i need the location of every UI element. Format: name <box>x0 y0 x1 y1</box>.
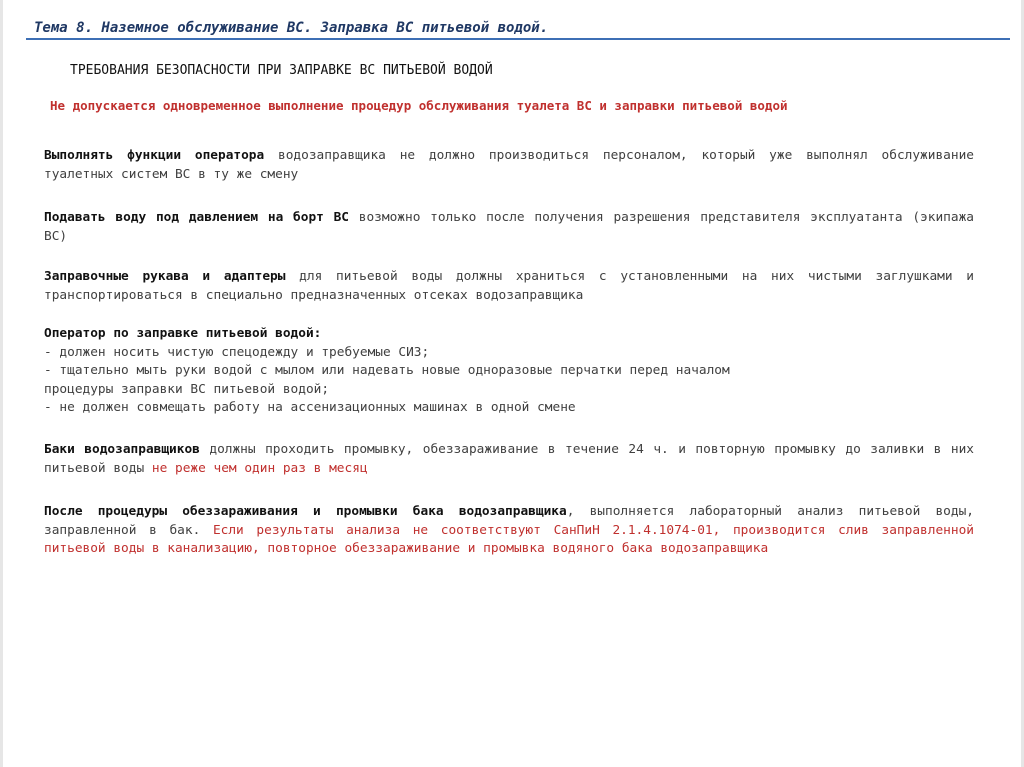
paragraph-pressure <box>44 209 974 246</box>
paragraph-hoses <box>44 268 974 305</box>
paragraph-lab-analysis <box>44 503 974 559</box>
paragraph-highlight: Если результаты анализа не соответствуют СанПиН 2.1.4.1074-01, производится слив заправленной питьевой воды в канализацию, повторное обеззараживание и промывка водяного бака водозаправщика <box>44 522 974 556</box>
paragraph-body: для питьевой воды должны храниться с установленными на них чистыми заглушками и транспортироваться в специально предназначенных отсеках водозаправщика <box>44 269 974 303</box>
paragraph-body: водозаправщика не должно производиться персоналом, который уже выполнял обслуживание туалетных систем ВС в ту же смену <box>44 148 974 182</box>
paragraph-body: должны проходить промывку, обеззараживание в течение 24 ч. и повторную промывку до заливки в них питьевой воды <box>44 442 974 476</box>
warning-text: Не допускается одновременное выполнение процедур обслуживания туалета ВС и заправки питьевой водой <box>50 98 788 113</box>
paragraph-body: возможно только после получения разрешения представителя эксплуатанта (экипажа ВС) <box>44 210 974 244</box>
paragraph-body: , выполняется лабораторный анализ питьевой воды, заправленной в бак. <box>44 504 975 538</box>
slide-frame-left <box>0 0 3 767</box>
section-heading: ТРЕБОВАНИЯ БЕЗОПАСНОСТИ ПРИ ЗАПРАВКЕ ВС ПИТЬЕВОЙ ВОДОЙ <box>70 63 493 78</box>
paragraph-operator-rules <box>44 325 974 418</box>
title-underline <box>26 38 1010 40</box>
paragraph-operator-functions <box>44 147 974 184</box>
paragraph-highlight: не реже чем один раз в месяц <box>151 460 368 476</box>
slide-title: Тема 8. Наземное обслуживание ВС. Заправка ВС питьевой водой. <box>34 20 549 36</box>
paragraph-lead: Заправочные рукава и адаптеры <box>44 269 286 284</box>
paragraph-lead: Выполнять функции оператора <box>44 148 265 163</box>
paragraph-lead: Подавать воду под давлением на борт ВС <box>44 210 350 225</box>
paragraph-lead: После процедуры обеззараживания и промывки бака водозаправщика <box>44 504 567 519</box>
paragraph-lead: Баки водозаправщиков <box>44 442 200 457</box>
paragraph-tanks <box>44 441 974 478</box>
list-item: - тщательно мыть руки водой с мылом или надевать новые одноразовые перчатки перед началом <box>44 363 730 378</box>
list-item: процедуры заправки ВС питьевой водой; <box>44 381 330 397</box>
list-item: - должен носить чистую спецодежду и требуемые СИЗ; <box>44 344 430 360</box>
paragraph-lead: Оператор по заправке питьевой водой: <box>44 326 322 341</box>
list-item: - не должен совмещать работу на ассенизационных машинах в одной смене <box>44 400 576 415</box>
